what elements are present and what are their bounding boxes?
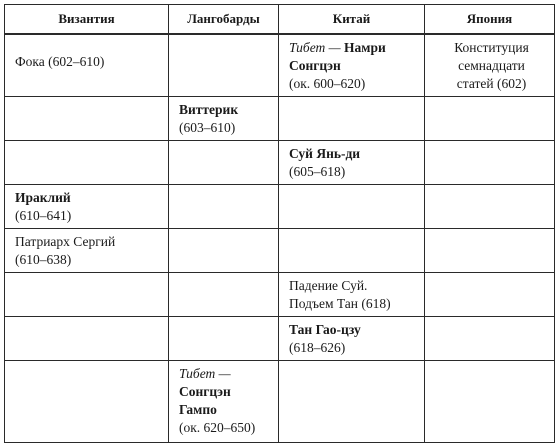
cell-lombards [169, 361, 279, 443]
ruler-name: Фока (602–610) [15, 54, 105, 69]
cell-byzantium [5, 185, 169, 229]
event-line: статей (602) [456, 76, 527, 91]
cell-lombards [169, 273, 279, 317]
cell-china [279, 229, 425, 273]
cell-china [279, 317, 425, 361]
cell-china [279, 185, 425, 229]
cell-china [279, 273, 425, 317]
cell-lombards [169, 185, 279, 229]
cell-byzantium [5, 273, 169, 317]
cell-japan [425, 34, 555, 97]
cell-japan [425, 317, 555, 361]
header-byzantium: Византия [5, 5, 169, 35]
cell-byzantium [5, 97, 169, 141]
table-row [5, 229, 555, 273]
cell-lombards [169, 229, 279, 273]
table-row [5, 97, 555, 141]
cell-china [279, 141, 425, 185]
cell-china [279, 34, 425, 97]
ruler-name: Суй Янь-ди [289, 146, 361, 161]
table-row [5, 185, 555, 229]
ruler-name: Тан Гао-цзу [289, 322, 361, 337]
ruler-dates: (618–626) [289, 340, 346, 355]
cell-japan [425, 97, 555, 141]
event-line: семнадцати [458, 58, 525, 73]
person-name: Патриарх Сергий [15, 234, 116, 249]
header-japan: Япония [425, 5, 555, 35]
cell-byzantium [5, 229, 169, 273]
ruler-dates: (ок. 600–620) [289, 76, 366, 91]
ruler-name: Гампо [179, 402, 217, 417]
event-line: Падение Суй. [289, 278, 368, 293]
ruler-name: Сонгцэн [179, 384, 231, 399]
cell-china [279, 97, 425, 141]
table-row [5, 317, 555, 361]
ruler-name: Намри Сонгцэн [289, 40, 386, 73]
cell-lombards [169, 34, 279, 97]
table-row [5, 273, 555, 317]
cell-japan [425, 185, 555, 229]
chronology-table [4, 4, 555, 443]
region-label: Тибет — [289, 40, 341, 55]
table-row [5, 361, 555, 443]
ruler-name: Ираклий [15, 190, 71, 205]
cell-japan [425, 229, 555, 273]
table-row [5, 141, 555, 185]
ruler-dates: (605–618) [289, 164, 346, 179]
chronology-table-wrapper [4, 4, 555, 443]
cell-china [279, 361, 425, 443]
cell-byzantium [5, 34, 169, 97]
cell-byzantium [5, 317, 169, 361]
header-china: Китай [279, 5, 425, 35]
cell-japan [425, 361, 555, 443]
cell-japan [425, 273, 555, 317]
cell-byzantium [5, 141, 169, 185]
header-row [5, 5, 555, 35]
header-lombards: Лангобарды [169, 5, 279, 35]
cell-lombards [169, 317, 279, 361]
ruler-dates: (603–610) [179, 120, 236, 135]
event-line: Конституция [454, 40, 529, 55]
cell-japan [425, 141, 555, 185]
cell-lombards [169, 141, 279, 185]
ruler-dates: (ок. 620–650) [179, 420, 256, 435]
cell-byzantium [5, 361, 169, 443]
event-line: Подъем Тан (618) [289, 296, 391, 311]
person-dates: (610–638) [15, 252, 72, 267]
region-label: Тибет — [179, 366, 231, 381]
ruler-name: Виттерик [179, 102, 239, 117]
cell-lombards [169, 97, 279, 141]
ruler-dates: (610–641) [15, 208, 72, 223]
table-row [5, 34, 555, 97]
